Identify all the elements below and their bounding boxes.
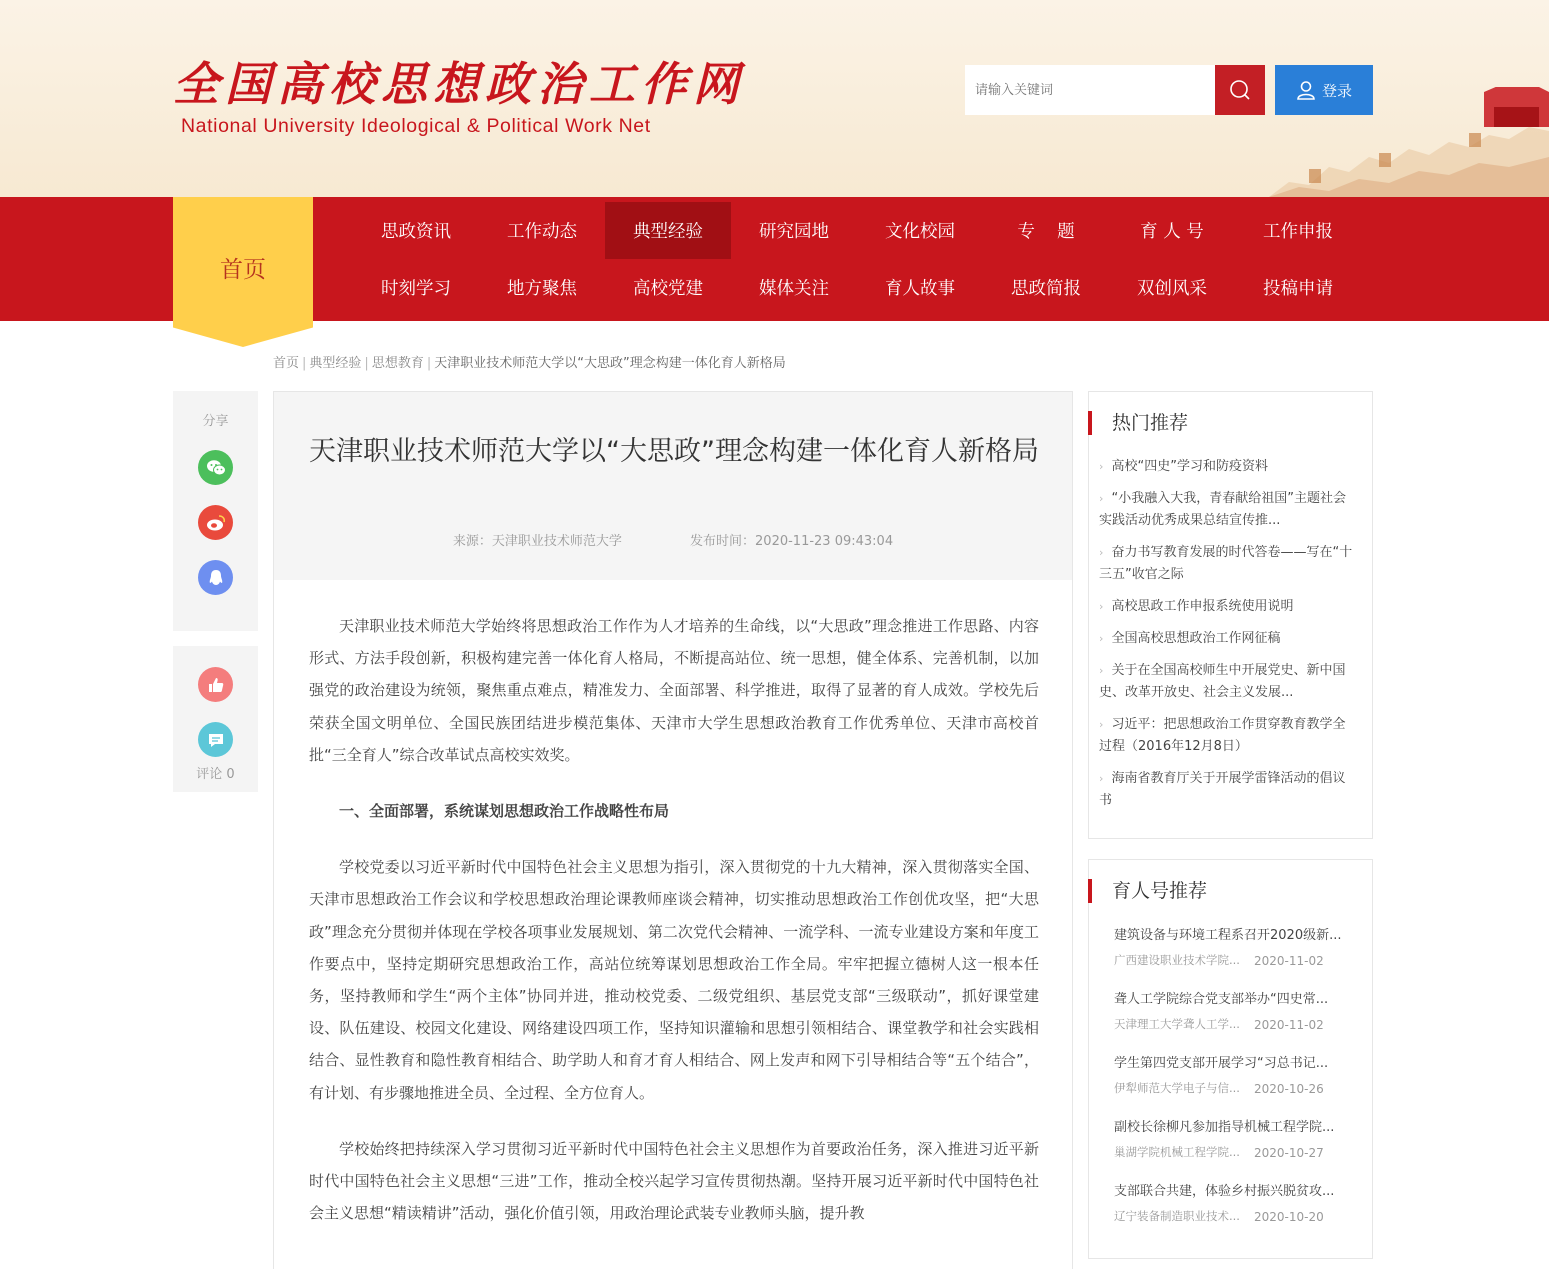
yurenhao-item-title[interactable]: › 学生第四党支部开展学习“习总书记... xyxy=(1114,1053,1359,1075)
user-icon xyxy=(1296,80,1316,100)
article-header xyxy=(274,392,1072,580)
hot-item[interactable]: › 海南省教育厅关于开展学雷锋活动的倡议书 xyxy=(1099,771,1346,808)
hot-item[interactable]: › 习近平：把思想政治工作贯穿教育教学全过程（2016年12月8日） xyxy=(1099,717,1346,754)
article xyxy=(273,391,1073,1269)
nav-item-wenhua-xiaoyuan[interactable]: 文化校园 xyxy=(885,222,955,242)
yurenhao-item-org: 辽宁装备制造职业技术... xyxy=(1114,1209,1240,1223)
yurenhao-recommend-title: 育人号推荐 xyxy=(1088,879,1207,903)
hot-recommend-list xyxy=(1099,456,1357,822)
yurenhao-item-date: 2020-11-02 xyxy=(1254,954,1324,968)
yurenhao-item-date: 2020-10-27 xyxy=(1254,1146,1324,1160)
breadcrumb: 首页 | 典型经验 | 思想教育 | 天津职业技术师范大学以“大思政”理念构建一体化育人新格局 xyxy=(273,356,786,371)
hot-item[interactable]: › 奋力书写教育发展的时代答卷——写在“十三五”收官之际 xyxy=(1099,545,1353,582)
nav-item-yurenhao[interactable]: 育 人 号 xyxy=(1140,222,1204,242)
nav-item-sizheng-zixun[interactable]: 思政资讯 xyxy=(381,222,451,242)
yurenhao-item-date: 2020-11-02 xyxy=(1254,1018,1324,1032)
thumbs-up-icon xyxy=(206,675,226,695)
yurenhao-item-title[interactable]: › 聋人工学院综合党支部举办“四史常... xyxy=(1114,989,1359,1011)
article-paragraph: 学校始终把持续深入学习贯彻习近平新时代中国特色社会主义思想作为首要政治任务，深入推进习近平新时代中国特色社会主义思想“三进”工作，推动全校兴起学习宣传贯彻热潮。坚持开展习近平新时代中国特色社会主义思想“精读精讲”活动，强化价值引领，用政治理论武装专业教师头脑，提升教 xyxy=(309,1139,1039,1223)
yurenhao-item-title[interactable]: › 副校长徐柳凡参加指导机械工程学院... xyxy=(1114,1117,1359,1139)
logo-chinese-text: 全国高校思想政治工作网 xyxy=(173,57,745,111)
wechat-icon xyxy=(205,457,227,479)
yurenhao-item[interactable] xyxy=(1114,989,1359,1053)
site-header xyxy=(0,0,1549,197)
weibo-share-button[interactable] xyxy=(198,505,233,540)
nav-item-meiti-guanzhu[interactable]: 媒体关注 xyxy=(759,279,829,299)
nav-item-shuangchuang-fengcai[interactable]: 双创风采 xyxy=(1137,279,1207,299)
hot-item[interactable]: › 关于在全国高校师生中开展党史、新中国史、改革开放史、社会主义发展... xyxy=(1099,663,1346,700)
qq-share-button[interactable] xyxy=(198,560,233,595)
nav-item-zhuanti[interactable]: 专 题 xyxy=(1017,222,1075,242)
hot-item[interactable]: › 高校思政工作申报系统使用说明 xyxy=(1099,599,1294,614)
search-input[interactable] xyxy=(965,65,1215,115)
article-source: 来源：天津职业技术师范大学 xyxy=(452,534,622,549)
yurenhao-item-org: 天津理工大学聋人工学... xyxy=(1114,1017,1240,1031)
yurenhao-item-org: 广西建设职业技术学院... xyxy=(1114,953,1240,967)
yurenhao-item-date: 2020-10-20 xyxy=(1254,1210,1324,1224)
article-body xyxy=(309,610,1039,1253)
nav-home-label: 首页 xyxy=(220,257,266,283)
nav-item-sizheng-jianbao[interactable]: 思政简报 xyxy=(1011,279,1081,299)
article-date: 发布时间：2020-11-23 09:43:04 xyxy=(690,534,894,549)
nav-item-gaoxiao-dangjian[interactable]: 高校党建 xyxy=(633,279,703,299)
nav-item-tougao-shenqing[interactable]: 投稿申请 xyxy=(1263,279,1333,299)
yurenhao-recommend-panel xyxy=(1088,859,1373,1259)
search-icon xyxy=(1229,79,1251,101)
hot-item[interactable]: › 全国高校思想政治工作网征稿 xyxy=(1099,631,1281,646)
hot-recommend-panel xyxy=(1088,391,1373,839)
nav-item-shike-xuexi[interactable]: 时刻学习 xyxy=(381,279,451,299)
action-panel xyxy=(173,646,258,792)
yurenhao-item[interactable] xyxy=(1114,1117,1359,1181)
yurenhao-item-date: 2020-10-26 xyxy=(1254,1082,1324,1096)
wechat-share-button[interactable] xyxy=(198,450,233,485)
yurenhao-item-title[interactable]: › 支部联合共建，体验乡村振兴脱贫攻... xyxy=(1114,1181,1359,1203)
nav-item-difang-jujiao[interactable]: 地方聚焦 xyxy=(507,279,577,299)
hot-item[interactable]: › 高校“四史”学习和防疫资料 xyxy=(1099,459,1269,474)
yurenhao-item-title[interactable]: › 建筑设备与环境工程系召开2020级新... xyxy=(1114,925,1359,947)
nav-menu xyxy=(353,202,1373,316)
breadcrumb-subcategory[interactable]: 思想教育 xyxy=(371,356,424,371)
breadcrumb-category[interactable]: 典型经验 xyxy=(309,356,362,371)
yurenhao-item-org: 伊犁师范大学电子与信... xyxy=(1114,1081,1240,1095)
article-section-heading: 一、全面部署，系统谋划思想政治工作战略性布局 xyxy=(339,802,670,821)
article-meta xyxy=(274,530,1072,549)
nav-item-dianxing-jingyan[interactable]: 典型经验 xyxy=(605,202,731,259)
yurenhao-item[interactable] xyxy=(1114,1053,1359,1117)
yurenhao-list xyxy=(1114,925,1359,1245)
nav-home[interactable] xyxy=(173,197,313,347)
site-logo[interactable] xyxy=(173,56,745,140)
nav-item-gongzuo-shenbao[interactable]: 工作申报 xyxy=(1263,222,1333,242)
yurenhao-item[interactable] xyxy=(1114,1181,1359,1245)
qq-icon xyxy=(205,567,227,589)
login-label: 登录 xyxy=(1321,81,1352,100)
breadcrumb-current: 天津职业技术师范大学以“大思政”理念构建一体化育人新格局 xyxy=(434,356,786,371)
search-button[interactable] xyxy=(1215,65,1265,115)
article-paragraph: 学校党委以习近平新时代中国特色社会主义思想为指引，深入贯彻党的十九大精神，深入贯彻落实全国、天津市思想政治工作会议和学校思想政治理论课教师座谈会精神，切实推动思想政治工作创优攻坚，把“大思政”理念充分贯彻并体现在学校各项事业发展规划、第二次党代会精神、一流学科、一流专业建设方案和年度工作要点中，坚持定期研究思想政治工作，高站位统筹谋划思想政治工作全局。牢牢把握立德树人这一根本任务，坚持教师和学生“两个主体”协同并进，推动校党委、二级党组织、基层党支部“三级联动”，抓好课堂建设、队伍建设、校园文化建设、网络建设四项工作，坚持知识灌输和思想引领相结合、课堂教学和社会实践相结合、显性教育和隐性教育相结合、助学助人和育才育人相结合、网上发声和网下引导相结合等“五个结合”，有计划、有步骤地推进全员、全过程、全方位育人。 xyxy=(309,858,1039,1102)
share-panel xyxy=(173,391,258,631)
comment-count[interactable]: 评论 0 xyxy=(196,767,235,782)
nav-item-gongzuo-dongtai[interactable]: 工作动态 xyxy=(507,222,577,242)
nav-item-yuren-gushi[interactable]: 育人故事 xyxy=(885,279,955,299)
share-label: 分享 xyxy=(202,414,229,429)
yurenhao-item[interactable] xyxy=(1114,925,1359,989)
comment-icon xyxy=(206,730,226,750)
hot-recommend-title: 热门推荐 xyxy=(1088,411,1188,435)
article-title: 天津职业技术师范大学以“大思政”理念构建一体化育人新格局 xyxy=(309,436,1039,467)
breadcrumb-home[interactable]: 首页 xyxy=(273,356,300,371)
comment-button[interactable] xyxy=(198,722,233,757)
weibo-icon xyxy=(205,512,227,534)
nav-item-yanjiu-yuandi[interactable]: 研究园地 xyxy=(759,222,829,242)
yurenhao-item-org: 巢湖学院机械工程学院... xyxy=(1114,1145,1240,1159)
like-button[interactable] xyxy=(198,667,233,702)
logo-english-text: National University Ideological & Political Work Net xyxy=(181,115,651,137)
login-button[interactable] xyxy=(1275,65,1373,115)
article-paragraph: 天津职业技术师范大学始终将思想政治工作作为人才培养的生命线，以“大思政”理念推进工作思路、内容形式、方法手段创新，积极构建完善一体化育人格局，不断提高站位、统一思想，健全体系、完善机制，以加强党的政治建设为统领，聚焦重点难点，精准发力、全面部署、科学推进，取得了显著的育人成效。学校先后荣获全国文明单位、全国民族团结进步模范集体、天津市大学生思想政治教育工作优秀单位、天津市高校首批“三全育人”综合改革试点高校实效奖。 xyxy=(309,617,1039,764)
hot-item[interactable]: › “小我融入大我，青春献给祖国”主题社会实践活动优秀成果总结宣传推... xyxy=(1099,491,1347,528)
